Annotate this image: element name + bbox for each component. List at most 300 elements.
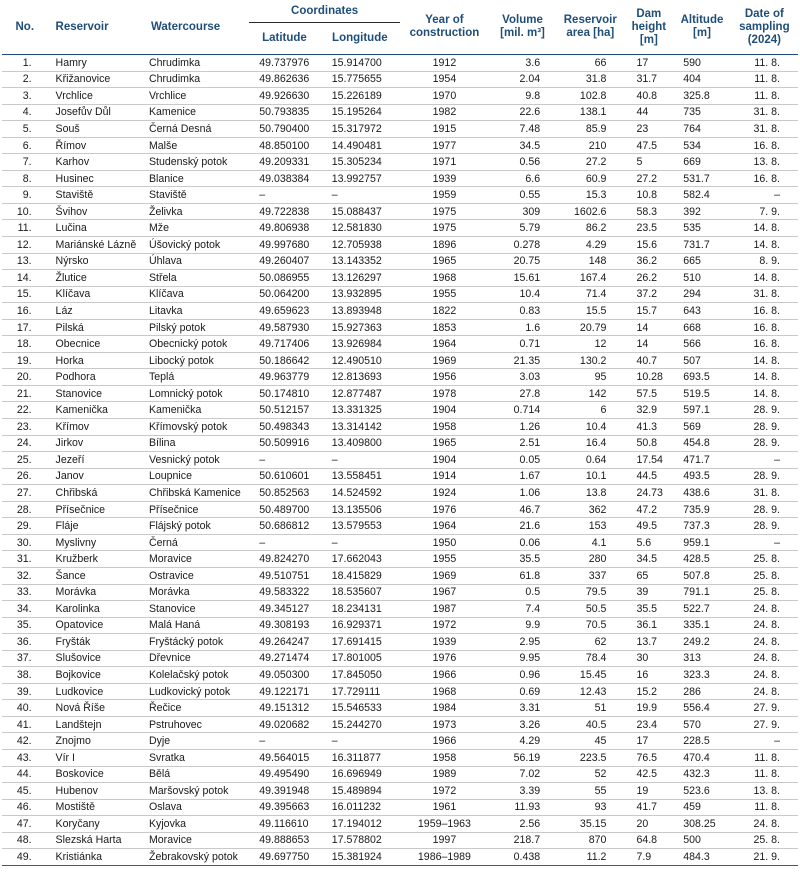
altitude-value: 737.3 [673,518,730,535]
reservoir-name: Ludkovice [48,683,143,700]
table-body [2,55,798,866]
sampling-date-value: 24. 8. [731,683,798,700]
altitude-value: 404 [673,71,730,88]
row-number: 36. [2,634,48,651]
volume-value: 0.05 [489,452,556,469]
year-value: 1961 [400,799,489,816]
dam-height-value: 24.73 [624,485,673,502]
latitude-value: – [249,187,319,204]
row-number: 42. [2,733,48,750]
volume-value: 7.4 [489,601,556,618]
reservoir-name: Hamry [48,55,143,72]
dam-height-value: 19.9 [624,700,673,717]
sampling-date-value: 24. 8. [731,667,798,684]
longitude-value: 18.535607 [320,584,400,601]
area-value: 27.2 [556,154,624,171]
year-value: 1822 [400,303,489,320]
latitude-value: 49.722838 [249,203,319,220]
volume-value: 2.51 [489,435,556,452]
dam-height-value: 23.4 [624,716,673,733]
altitude-value: 459 [673,799,730,816]
year-value: 1955 [400,551,489,568]
table-row [2,799,798,816]
altitude-value: 484.3 [673,849,730,866]
year-value: 1975 [400,220,489,237]
dam-height-value: 30 [624,650,673,667]
reservoir-name: Vrchlice [48,88,143,105]
watercourse-name: Kamenice [143,104,249,121]
longitude-value: 15.927363 [320,319,400,336]
table-row [2,55,798,72]
table-row [2,733,798,750]
volume-value: 61.8 [489,567,556,584]
latitude-value: 49.122171 [249,683,319,700]
dam-height-value: 7.9 [624,849,673,866]
reservoir-name: Nová Říše [48,700,143,717]
watercourse-name: Kolelačský potok [143,667,249,684]
row-number: 18. [2,336,48,353]
row-number: 12. [2,237,48,254]
altitude-value: 392 [673,203,730,220]
dam-height-value: 41.7 [624,799,673,816]
table-row [2,601,798,618]
dam-height-value: 44 [624,104,673,121]
altitude-value: 735.9 [673,501,730,518]
altitude-value: 454.8 [673,435,730,452]
reservoir-name: Josefův Důl [48,104,143,121]
table-row [2,137,798,154]
header-volume: Volume [mil. m³] [500,14,545,39]
row-number: 28. [2,501,48,518]
reservoir-name: Podhora [48,369,143,386]
year-value: 1964 [400,336,489,353]
row-number: 37. [2,650,48,667]
area-value: 70.5 [556,617,624,634]
volume-value: 0.71 [489,336,556,353]
longitude-value: – [320,452,400,469]
row-number: 3. [2,88,48,105]
table-row [2,369,798,386]
dam-height-value: 35.5 [624,601,673,618]
sampling-date-value: 25. 8. [731,567,798,584]
area-value: 167.4 [556,270,624,287]
area-value: 15.5 [556,303,624,320]
header-area: Reservoir area [ha] [563,14,617,39]
table-row [2,385,798,402]
table-row [2,468,798,485]
area-value: 85.9 [556,121,624,138]
year-value: 1924 [400,485,489,502]
latitude-value: 50.852563 [249,485,319,502]
latitude-value: 49.997680 [249,237,319,254]
year-value: 1989 [400,766,489,783]
area-value: 51 [556,700,624,717]
row-number: 24. [2,435,48,452]
year-value: 1965 [400,253,489,270]
volume-value: 9.9 [489,617,556,634]
longitude-value: 13.135506 [320,501,400,518]
area-value: 66 [556,55,624,72]
longitude-value: – [320,534,400,551]
volume-value: 4.29 [489,733,556,750]
table-row [2,832,798,849]
area-value: 11.2 [556,849,624,866]
table-row [2,303,798,320]
row-number: 38. [2,667,48,684]
latitude-value: 49.395663 [249,799,319,816]
year-value: 1969 [400,567,489,584]
table-row [2,154,798,171]
row-number: 9. [2,187,48,204]
dam-height-value: 17 [624,55,673,72]
row-number: 4. [2,104,48,121]
altitude-value: 643 [673,303,730,320]
volume-value: 9.95 [489,650,556,667]
reservoir-name: Koryčany [48,816,143,833]
header-latitude: Latitude [262,32,307,44]
volume-value: 11.93 [489,799,556,816]
altitude-value: 590 [673,55,730,72]
sampling-date-value: 14. 8. [731,369,798,386]
header-watercourse: Watercourse [150,20,221,33]
longitude-value: 12.490510 [320,352,400,369]
longitude-value: 16.696949 [320,766,400,783]
altitude-value: 523.6 [673,783,730,800]
latitude-value: – [249,534,319,551]
sampling-date-value: 14. 8. [731,385,798,402]
header-longitude: Longitude [332,32,388,44]
dam-height-value: 14 [624,336,673,353]
volume-value: 6.6 [489,170,556,187]
dam-height-value: 15.7 [624,303,673,320]
longitude-value: 13.126297 [320,270,400,287]
latitude-value: 49.345127 [249,601,319,618]
latitude-value: 49.391948 [249,783,319,800]
longitude-value: 16.929371 [320,617,400,634]
sampling-date-value: 13. 8. [731,783,798,800]
volume-value: 34.5 [489,137,556,154]
longitude-value: 13.579553 [320,518,400,535]
year-value: 1853 [400,319,489,336]
sampling-date-value: 31. 8. [731,485,798,502]
sampling-date-value: 13. 8. [731,154,798,171]
row-number: 1. [2,55,48,72]
watercourse-name: Úhlava [143,253,249,270]
watercourse-name: Fryštácký potok [143,634,249,651]
longitude-value: 13.558451 [320,468,400,485]
area-value: 142 [556,385,624,402]
row-number: 26. [2,468,48,485]
row-number: 33. [2,584,48,601]
volume-value: 27.8 [489,385,556,402]
year-value: 1982 [400,104,489,121]
watercourse-name: Černá [143,534,249,551]
table-row [2,435,798,452]
row-number: 6. [2,137,48,154]
row-number: 49. [2,849,48,866]
table-row [2,667,798,684]
reservoir-name: Láz [48,303,143,320]
longitude-value: 17.845050 [320,667,400,684]
reservoir-name: Bojkovice [48,667,143,684]
longitude-value: 15.546533 [320,700,400,717]
watercourse-name: Řečice [143,700,249,717]
sampling-date-value: 25. 8. [731,584,798,601]
latitude-value: 49.926630 [249,88,319,105]
watercourse-name: Malše [143,137,249,154]
altitude-value: 500 [673,832,730,849]
year-value: 1954 [400,71,489,88]
reservoir-name: Kružberk [48,551,143,568]
area-value: 10.1 [556,468,624,485]
area-value: 50.5 [556,601,624,618]
area-value: 93 [556,799,624,816]
volume-value: 0.278 [489,237,556,254]
row-number: 30. [2,534,48,551]
sampling-date-value: 14. 8. [731,270,798,287]
sampling-date-value: 28. 9. [731,419,798,436]
year-value: 1971 [400,154,489,171]
row-number: 17. [2,319,48,336]
year-value: 1958 [400,419,489,436]
watercourse-name: Obecnický potok [143,336,249,353]
altitude-value: 510 [673,270,730,287]
area-value: 153 [556,518,624,535]
latitude-value: 50.186642 [249,352,319,369]
longitude-value: 17.194012 [320,816,400,833]
area-value: 12.43 [556,683,624,700]
latitude-value: 49.963779 [249,369,319,386]
table-row [2,783,798,800]
watercourse-name: Morávka [143,584,249,601]
sampling-date-value: 11. 8. [731,71,798,88]
row-number: 43. [2,749,48,766]
area-value: 362 [556,501,624,518]
table-row [2,170,798,187]
area-value: 13.8 [556,485,624,502]
row-number: 11. [2,220,48,237]
sampling-date-value: 11. 8. [731,766,798,783]
sampling-date-value: 24. 8. [731,816,798,833]
table-row [2,104,798,121]
sampling-date-value: 25. 8. [731,832,798,849]
dam-height-value: 17 [624,733,673,750]
sampling-date-value: 28. 9. [731,435,798,452]
longitude-value: 13.331325 [320,402,400,419]
row-number: 45. [2,783,48,800]
reservoir-name: Husinec [48,170,143,187]
reservoir-name: Římov [48,137,143,154]
volume-value: 35.5 [489,551,556,568]
volume-value: 1.26 [489,419,556,436]
sampling-date-value: – [731,733,798,750]
sampling-date-value: 24. 8. [731,601,798,618]
area-value: 71.4 [556,286,624,303]
table-row [2,634,798,651]
row-number: 16. [2,303,48,320]
reservoir-name: Žlutice [48,270,143,287]
altitude-value: 735 [673,104,730,121]
reservoir-name: Vír I [48,749,143,766]
volume-value: 22.6 [489,104,556,121]
reservoir-name: Hubenov [48,783,143,800]
reservoir-name: Šance [48,567,143,584]
dam-height-value: 44.5 [624,468,673,485]
sampling-date-value: 16. 8. [731,319,798,336]
header-year: Year of construction [409,14,480,39]
dam-height-value: 41.3 [624,419,673,436]
altitude-value: 432.3 [673,766,730,783]
dam-height-value: 34.5 [624,551,673,568]
table-row [2,567,798,584]
row-number: 48. [2,832,48,849]
dam-height-value: 23.5 [624,220,673,237]
table-row [2,584,798,601]
reservoir-name: Obecnice [48,336,143,353]
latitude-value: 49.737976 [249,55,319,72]
area-value: 15.3 [556,187,624,204]
row-number: 2. [2,71,48,88]
latitude-value: 49.495490 [249,766,319,783]
dam-height-value: 37.2 [624,286,673,303]
altitude-value: 335.1 [673,617,730,634]
table-row [2,551,798,568]
year-value: 1964 [400,518,489,535]
dam-height-value: 31.7 [624,71,673,88]
dam-height-value: 50.8 [624,435,673,452]
latitude-value: 49.151312 [249,700,319,717]
altitude-value: 791.1 [673,584,730,601]
longitude-value: 15.317972 [320,121,400,138]
row-number: 46. [2,799,48,816]
latitude-value: 50.174810 [249,385,319,402]
dam-height-value: 26.2 [624,270,673,287]
table-row [2,203,798,220]
altitude-value: 693.5 [673,369,730,386]
latitude-value: 49.264247 [249,634,319,651]
year-value: 1972 [400,783,489,800]
volume-value: 20.75 [489,253,556,270]
area-value: 1602.6 [556,203,624,220]
reservoir-name: Znojmo [48,733,143,750]
row-number: 8. [2,170,48,187]
longitude-value: 12.581830 [320,220,400,237]
altitude-value: 507.8 [673,567,730,584]
row-number: 41. [2,716,48,733]
latitude-value: 50.498343 [249,419,319,436]
sampling-date-value: – [731,187,798,204]
reservoir-name: Stanovice [48,385,143,402]
latitude-value: 49.020682 [249,716,319,733]
row-number: 44. [2,766,48,783]
header-coordinates: Coordinates [249,0,400,23]
reservoir-name: Mariánské Lázně [48,237,143,254]
table-header [2,0,798,55]
altitude-value: 668 [673,319,730,336]
reservoir-name: Karolinka [48,601,143,618]
area-value: 12 [556,336,624,353]
altitude-value: 764 [673,121,730,138]
sampling-date-value: 8. 9. [731,253,798,270]
reservoir-name: Horka [48,352,143,369]
sampling-date-value: 11. 8. [731,749,798,766]
row-number: 14. [2,270,48,287]
year-value: 1966 [400,667,489,684]
watercourse-name: Teplá [143,369,249,386]
year-value: 1984 [400,700,489,717]
volume-value: 7.48 [489,121,556,138]
sampling-date-value: 11. 8. [731,55,798,72]
longitude-value: 13.926984 [320,336,400,353]
watercourse-name: Bílina [143,435,249,452]
dam-height-value: 49.5 [624,518,673,535]
area-value: 210 [556,137,624,154]
altitude-value: 428.5 [673,551,730,568]
reservoir-name: Kamenička [48,402,143,419]
reservoir-name: Souš [48,121,143,138]
latitude-value: 50.064200 [249,286,319,303]
altitude-value: 522.7 [673,601,730,618]
longitude-value: 12.705938 [320,237,400,254]
volume-value: 3.31 [489,700,556,717]
table-row [2,352,798,369]
dam-height-value: 5 [624,154,673,171]
table-row [2,518,798,535]
latitude-value: – [249,733,319,750]
area-value: 337 [556,567,624,584]
year-value: 1915 [400,121,489,138]
sampling-date-value: 16. 8. [731,336,798,353]
watercourse-name: Dyje [143,733,249,750]
altitude-value: 569 [673,419,730,436]
table-row [2,220,798,237]
table-row [2,419,798,436]
area-value: 10.4 [556,419,624,436]
watercourse-name: Moravice [143,551,249,568]
reservoir-name: Pilská [48,319,143,336]
reservoir-name: Karhov [48,154,143,171]
latitude-value: 49.308193 [249,617,319,634]
watercourse-name: Libocký potok [143,352,249,369]
sampling-date-value: 21. 9. [731,849,798,866]
area-value: 40.5 [556,716,624,733]
altitude-value: 570 [673,716,730,733]
longitude-value: 15.775655 [320,71,400,88]
year-value: 1950 [400,534,489,551]
dam-height-value: 39 [624,584,673,601]
table-row [2,286,798,303]
row-number: 5. [2,121,48,138]
volume-value: 7.02 [489,766,556,783]
row-number: 10. [2,203,48,220]
dam-height-value: 15.6 [624,237,673,254]
table-row [2,452,798,469]
dam-height-value: 23 [624,121,673,138]
reservoir-name: Švihov [48,203,143,220]
longitude-value: 15.381924 [320,849,400,866]
altitude-value: 669 [673,154,730,171]
watercourse-name: Střela [143,270,249,287]
reservoir-name: Slušovice [48,650,143,667]
watercourse-name: Moravice [143,832,249,849]
reservoir-name: Landštejn [48,716,143,733]
volume-value: 0.55 [489,187,556,204]
latitude-value: 50.512157 [249,402,319,419]
area-value: 102.8 [556,88,624,105]
longitude-value: 17.801005 [320,650,400,667]
row-number: 40. [2,700,48,717]
dam-height-value: 40.8 [624,88,673,105]
